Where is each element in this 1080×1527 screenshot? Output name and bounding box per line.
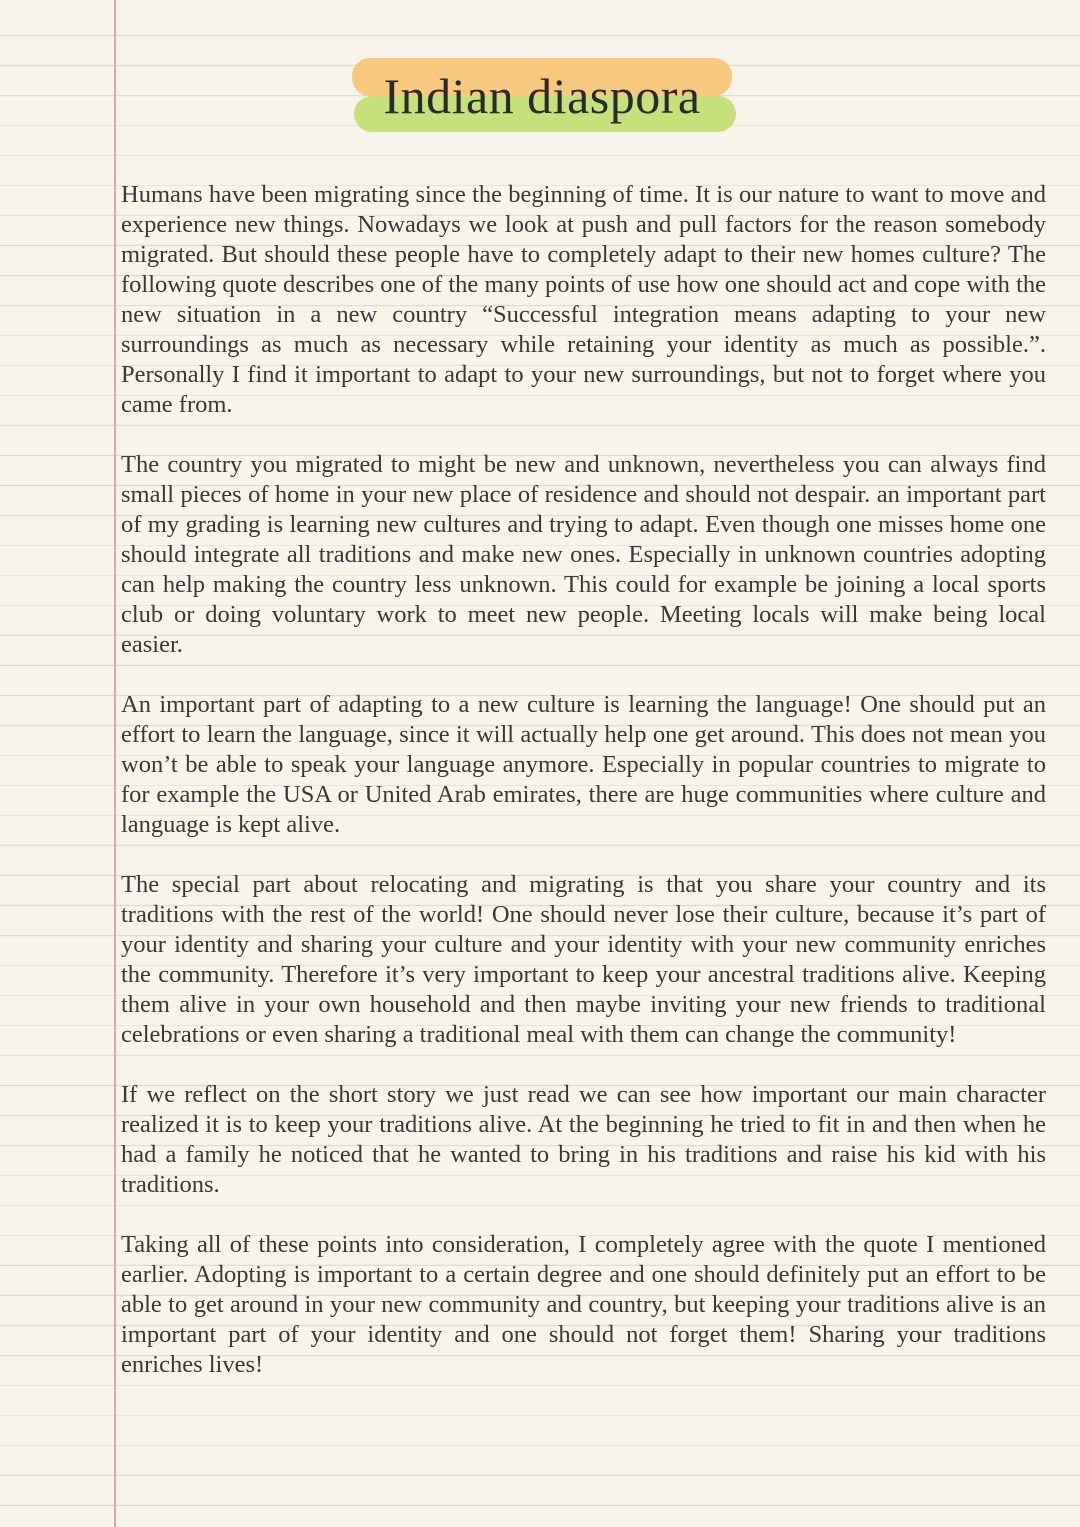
notebook-margin-line (114, 0, 116, 1527)
title-block (352, 58, 738, 138)
paragraph-3: An important part of adapting to a new culture is learning the language! One should put an effort to learn the language, since it will actually help one get around. This does not mean you won’t be able to speak your language anymore. Especially in popular countries to migrate to for example the USA or United Arab emirates, there are huge communities where culture and language is kept alive. (121, 691, 1046, 838)
essay-body (121, 180, 1046, 1410)
paragraph-1: Humans have been migrating since the beginning of time. It is our nature to want to move and experience new things. Nowadays we look at push and pull factors for the reason somebody migrated. But should these people have to completely adapt to their new homes culture? The following quote describes one of the many points of use how one should act and cope with the new situation in a new country “Successful integration means adapting to your new surroundings as much as necessary while retaining your identity as much as possible.”. Personally I find it important to adapt to your new surroundings, but not to forget where you came from. (121, 181, 1046, 418)
paragraph-6: Taking all of these points into consideration, I completely agree with the quote I mentioned earlier. Adopting is important to a certain degree and one should definitely put an effort to be able to get around in your new community and country, but keeping your traditions alive is an important part of your identity and one should not forget them! Sharing your traditions enriches lives! (121, 1231, 1046, 1378)
paragraph-5: If we reflect on the short story we just read we can see how important our main character realized it is to keep your traditions alive. At the beginning he tried to fit in and then when he had a family he noticed that he wanted to bring in his traditions and raise his kid with his traditions. (121, 1081, 1046, 1198)
paragraph-2: The country you migrated to might be new and unknown, nevertheless you can always find small pieces of home in your new place of residence and should not despair. an important part of my grading is learning new cultures and trying to adapt. Even though one misses home one should integrate all traditions and make new ones. Especially in unknown countries adopting can help making the country less unknown. This could for example be joining a local sports club or doing voluntary work to meet new people. Meeting locals will make being local easier. (121, 451, 1046, 658)
page-title: Indian diaspora (383, 68, 701, 124)
paragraph-4: The special part about relocating and migrating is that you share your country and its traditions with the rest of the world! One should never lose their culture, because it’s part of your identity and sharing your culture and your identity with your new community enriches the community. Therefore it’s very important to keep your ancestral traditions alive. Keeping them alive in your own household and then maybe inviting your new friends to traditional celebrations or even sharing a traditional meal with them can change the community! (121, 871, 1046, 1048)
